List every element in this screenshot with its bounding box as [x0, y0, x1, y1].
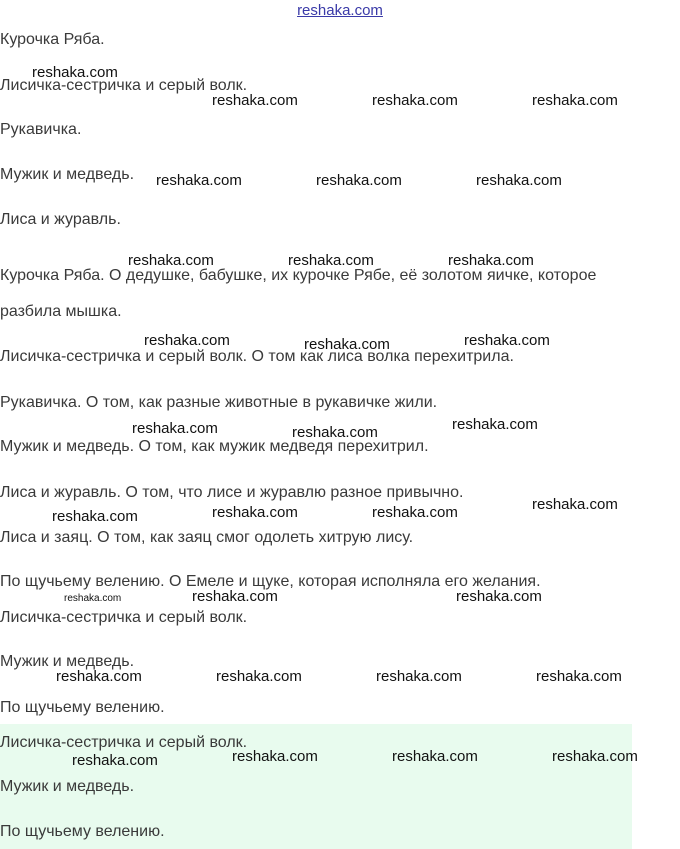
text-line: Рукавичка.: [0, 121, 82, 138]
watermark: reshaka.com: [132, 420, 218, 437]
watermark: reshaka.com: [292, 424, 378, 441]
watermark: reshaka.com: [552, 748, 638, 765]
watermark: reshaka.com: [156, 172, 242, 189]
watermark: reshaka.com: [32, 64, 118, 81]
watermark: reshaka.com: [128, 252, 214, 269]
site-link[interactable]: reshaka.com: [297, 2, 383, 19]
watermark: reshaka.com: [316, 172, 402, 189]
watermark: reshaka.com: [476, 172, 562, 189]
watermark: reshaka.com: [52, 508, 138, 525]
text-line: разбила мышка.: [0, 303, 122, 320]
text-line: Лисичка-сестричка и серый волк.: [0, 77, 248, 94]
text-line: Лисичка-сестричка и серый волк.: [0, 734, 248, 751]
watermark: reshaka.com: [448, 252, 534, 269]
text-line: Лисичка-сестричка и серый волк. О том как лиса волка перехитрила.: [0, 348, 514, 365]
watermark: reshaka.com: [216, 668, 302, 685]
text-line: Лиса и журавль.: [0, 211, 121, 228]
text-line: По щучьему велению.: [0, 823, 165, 840]
watermark: reshaka.com: [304, 336, 390, 353]
text-line: Мужик и медведь.: [0, 778, 135, 795]
watermark: reshaka.com: [376, 668, 462, 685]
watermark: reshaka.com: [288, 252, 374, 269]
text-line: По щучьему велению. О Емеле и щуке, которая исполняла его желания.: [0, 573, 541, 590]
watermark: reshaka.com: [72, 752, 158, 769]
watermark: reshaka.com: [532, 92, 618, 109]
watermark: reshaka.com: [192, 588, 278, 605]
watermark: reshaka.com: [456, 588, 542, 605]
watermark: reshaka.com: [464, 332, 550, 349]
watermark: reshaka.com: [64, 593, 122, 604]
text-line: Мужик и медведь.: [0, 166, 135, 183]
watermark: reshaka.com: [212, 504, 298, 521]
watermark: reshaka.com: [56, 668, 142, 685]
text-line: Курочка Ряба.: [0, 31, 105, 48]
watermark: reshaka.com: [372, 92, 458, 109]
text-line: Мужик и медведь.: [0, 653, 135, 670]
text-line: Лиса и заяц. О том, как заяц смог одолеть хитрую лису.: [0, 529, 414, 546]
text-line: По щучьему велению.: [0, 699, 165, 716]
text-line: Лиса и журавль. О том, что лисе и журавлю разное привычно.: [0, 484, 464, 501]
text-line: Курочка Ряба. О дедушке, бабушке, их курочке Рябе, её золотом яичке, которое: [0, 267, 597, 284]
watermark: reshaka.com: [144, 332, 230, 349]
text-line: Рукавичка. О том, как разные животные в рукавичке жили.: [0, 394, 438, 411]
text-line: Мужик и медведь. О том, как мужик медведя перехитрил.: [0, 438, 429, 455]
watermark: reshaka.com: [532, 496, 618, 513]
watermark: reshaka.com: [536, 668, 622, 685]
text-line: Лисичка-сестричка и серый волк.: [0, 609, 248, 626]
watermark: reshaka.com: [452, 416, 538, 433]
watermark: reshaka.com: [372, 504, 458, 521]
watermark: reshaka.com: [212, 92, 298, 109]
watermark: reshaka.com: [392, 748, 478, 765]
watermark: reshaka.com: [232, 748, 318, 765]
